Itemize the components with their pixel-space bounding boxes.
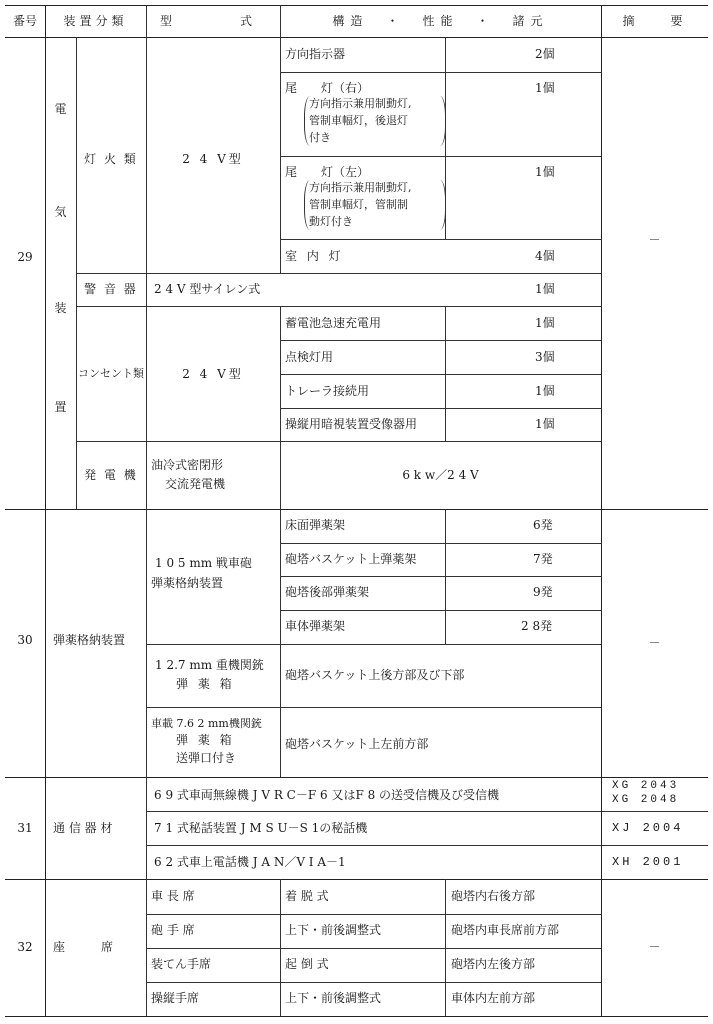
remarks-dash: － bbox=[648, 940, 661, 954]
seat-type: 起 倒 式 bbox=[285, 957, 329, 971]
divider bbox=[146, 845, 708, 846]
header-bottom-border bbox=[5, 37, 708, 38]
section-number: 31 bbox=[17, 821, 33, 835]
category-char: 気 bbox=[54, 205, 67, 219]
model-12-7mm: 1 2.7 mm 重機関銃 bbox=[155, 658, 264, 672]
spec-item-location: 砲塔バスケット上左前方部 bbox=[285, 737, 429, 751]
spec-item-value: 4個 bbox=[535, 249, 555, 263]
subcategory-horn: 警 音 器 bbox=[84, 282, 138, 296]
col-divider-specs bbox=[280, 5, 281, 273]
spec-item-name: 車体弾薬架 bbox=[285, 619, 346, 633]
spec-item-name: 方向指示器 bbox=[285, 47, 346, 61]
spec-item-name: 砲塔後部弾薬架 bbox=[285, 585, 370, 599]
divider bbox=[280, 374, 601, 375]
divider bbox=[146, 644, 601, 645]
comm-remarks: XG 2048 bbox=[612, 794, 680, 806]
divider bbox=[280, 340, 601, 341]
model-7-62mm: 車載 7.6 2 mm機関銃 bbox=[151, 717, 262, 730]
divider bbox=[146, 982, 601, 983]
model-105mm: 弾薬格納装置 bbox=[151, 576, 224, 590]
spec-item-name: 尾 灯（右） bbox=[285, 81, 370, 95]
divider bbox=[280, 576, 601, 577]
spec-item-note: 動灯付き bbox=[309, 215, 353, 228]
seat-location: 砲塔内車長席前方部 bbox=[451, 923, 560, 937]
spec-item-value: 7発 bbox=[533, 552, 553, 566]
spec-item-name: 蓄電池急速充電用 bbox=[285, 316, 382, 330]
spec-item-value: 1個 bbox=[535, 282, 555, 296]
seat-location: 砲塔内左後方部 bbox=[451, 957, 536, 971]
section-divider bbox=[5, 879, 708, 880]
category-char: 置 bbox=[54, 400, 67, 414]
col-divider-value bbox=[445, 879, 446, 1016]
header-category: 装置分類 bbox=[63, 14, 128, 28]
category-char: 電 bbox=[54, 102, 67, 116]
spec-item-value: 6 k w／2 4 V bbox=[402, 468, 479, 482]
section-divider bbox=[5, 777, 708, 778]
header-specs: 構造 ・ 性能 ・ 諸元 bbox=[332, 14, 549, 28]
spec-item-name: 尾 灯（左） bbox=[285, 165, 370, 179]
section-number: 32 bbox=[17, 940, 33, 954]
header-model: 型 式 bbox=[160, 14, 257, 28]
spec-item-name: 室 内 灯 bbox=[285, 249, 344, 263]
spec-item-note: 管制車幅灯，後退灯 bbox=[309, 114, 408, 127]
model-lights: 2 4 V型 bbox=[182, 152, 244, 166]
header-remarks: 摘 要 bbox=[622, 14, 687, 28]
category-seats: 座 席 bbox=[53, 940, 114, 954]
spec-item-value: 1個 bbox=[535, 384, 555, 398]
model-generator: 交流発電機 bbox=[165, 477, 226, 491]
model-12-7mm: 弾 薬 箱 bbox=[176, 677, 235, 691]
comm-item: 7 1 式秘話装置 J M S U－S 1の秘話機 bbox=[154, 821, 368, 835]
divider bbox=[280, 610, 601, 611]
seat-name: 砲 手 席 bbox=[151, 923, 195, 937]
spec-item-value: 1個 bbox=[535, 81, 555, 95]
spec-item-note: 管制車幅灯，管制制 bbox=[309, 198, 408, 211]
section-number: 30 bbox=[17, 633, 33, 647]
divider bbox=[280, 543, 601, 544]
seat-type: 上下・前後調整式 bbox=[285, 991, 382, 1005]
spec-item-value: 2 8発 bbox=[521, 619, 553, 633]
spec-item-name: 砲塔バスケット上弾薬架 bbox=[285, 552, 417, 566]
remarks-dash: － bbox=[648, 636, 661, 650]
divider bbox=[146, 914, 601, 915]
category-ammo-storage: 弾薬格納装置 bbox=[53, 633, 126, 647]
divider bbox=[146, 707, 601, 708]
divider bbox=[146, 948, 601, 949]
subcategory-lights: 灯 火 類 bbox=[84, 152, 138, 166]
spec-item-note: 方向指示兼用制動灯, bbox=[309, 181, 412, 194]
divider bbox=[76, 306, 601, 307]
spec-item-note: 方向指示兼用制動灯, bbox=[309, 97, 412, 110]
seat-name: 操縦手席 bbox=[151, 991, 200, 1005]
spec-item-name: トレーラ接続用 bbox=[285, 384, 370, 398]
spec-item-name: 床面弾薬架 bbox=[285, 518, 346, 532]
col-divider-number bbox=[45, 5, 46, 1016]
divider bbox=[280, 408, 601, 409]
comm-item: 6 2 式車上電話機 J A N／V I A－1 bbox=[154, 855, 346, 869]
table-top-border bbox=[5, 5, 708, 6]
divider bbox=[146, 811, 708, 812]
spec-item-name: 点検灯用 bbox=[285, 350, 334, 364]
model-7-62mm: 弾 薬 箱 bbox=[176, 733, 235, 747]
spec-item-value: 1個 bbox=[535, 417, 555, 431]
col-divider-specs bbox=[280, 879, 281, 1016]
spec-item-name: 操縦用暗視装置受像器用 bbox=[285, 417, 418, 431]
comm-remarks: XJ 2004 bbox=[612, 821, 684, 835]
table-bottom-border bbox=[5, 1016, 708, 1017]
spec-item-note: 付き bbox=[309, 131, 331, 144]
comm-item: 6 9 式車両無線機 J V R C－F 6 又はF 8 の送受信機及び受信機 bbox=[154, 788, 500, 802]
remarks-dash: － bbox=[648, 233, 661, 247]
divider bbox=[280, 239, 601, 240]
spec-item-value: 1個 bbox=[535, 316, 555, 330]
col-divider-value bbox=[445, 509, 446, 644]
seat-type: 上下・前後調整式 bbox=[285, 923, 382, 937]
model-105mm: 1 0 5 mm 戦車砲 bbox=[155, 556, 252, 570]
seat-name: 装てん手席 bbox=[151, 957, 212, 971]
model-outlets: 2 4 V型 bbox=[182, 367, 244, 381]
divider bbox=[280, 156, 601, 157]
section-divider bbox=[5, 509, 708, 510]
spec-item-value: 9発 bbox=[533, 585, 553, 599]
col-divider-remarks bbox=[601, 5, 602, 1016]
subcategory-outlets: コンセント類 bbox=[78, 367, 144, 380]
col-divider-value bbox=[445, 306, 446, 441]
comm-remarks: XH 2001 bbox=[612, 855, 684, 869]
header-number: 番号 bbox=[12, 14, 37, 28]
spec-item-value: 6発 bbox=[533, 518, 553, 532]
model-horn: 2 4 V 型サイレン式 bbox=[154, 282, 261, 296]
category-char: 装 bbox=[54, 301, 67, 315]
divider bbox=[76, 441, 601, 442]
col-divider-subcategory bbox=[76, 37, 77, 509]
seat-location: 砲塔内右後方部 bbox=[451, 889, 536, 903]
spec-item-value: 1個 bbox=[535, 165, 555, 179]
section-number: 29 bbox=[17, 250, 33, 264]
model-generator: 油冷式密閉形 bbox=[151, 458, 224, 472]
divider bbox=[280, 72, 601, 73]
category-communications: 通 信 器 材 bbox=[53, 821, 113, 835]
spec-item-location: 砲塔バスケット上後方部及び下部 bbox=[285, 668, 465, 682]
comm-remarks: XG 2043 bbox=[612, 780, 680, 792]
seat-location: 車体内左前方部 bbox=[451, 991, 536, 1005]
spec-item-value: 3個 bbox=[535, 350, 555, 364]
seat-type: 着 脱 式 bbox=[285, 889, 329, 903]
seat-name: 車 長 席 bbox=[151, 889, 195, 903]
divider bbox=[76, 273, 601, 274]
spec-item-value: 2個 bbox=[535, 47, 555, 61]
model-7-62mm: 送弾口付き bbox=[176, 751, 237, 765]
subcategory-generator: 発 電 機 bbox=[84, 468, 138, 482]
col-divider-specs bbox=[280, 306, 281, 777]
